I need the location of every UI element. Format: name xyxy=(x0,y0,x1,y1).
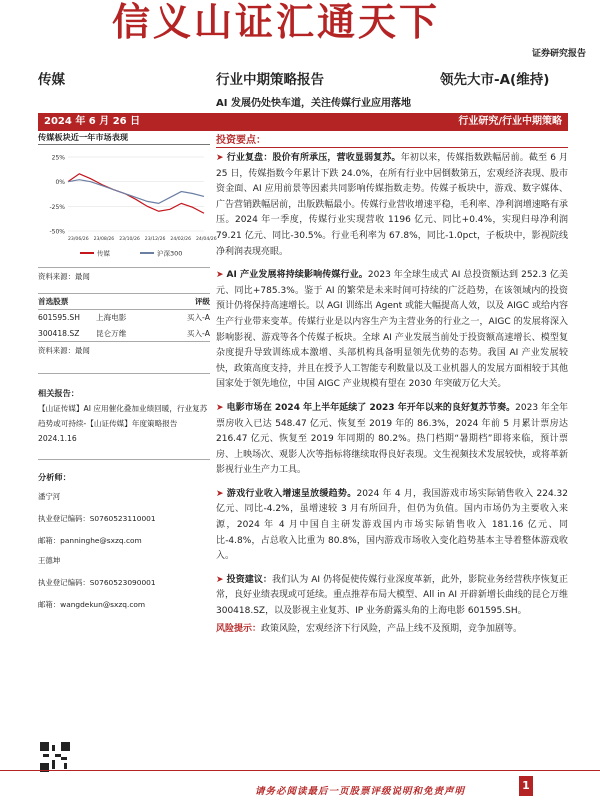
analysts-title: 分析师： xyxy=(38,472,71,482)
para-film-market: ➤ 电影市场在 2024 年上半年延续了 2023 年开年以来的良好复苏节奏。2023 年全年票房收入已达 548.47 亿元、恢复至 2019 年的 86.3%，2024 年前 5 月累计票房达 216.47 亿元、恢复至 2019 年同期的 80.2%。热门档期“暑期档”即将来临，预计票房、上映场次、观影人次等指标将继续取得良好表现。文生视频技术发展较快，或将革新影视行业生产力工具。 xyxy=(216,402,569,476)
related-title: 相关报告： xyxy=(38,388,79,398)
analyst-1 xyxy=(38,489,210,549)
x-tick-label: 24/02/26 xyxy=(170,237,192,242)
chart-source: 资料来源：最闻 xyxy=(38,272,90,281)
para-game-market: ➤ 游戏行业收入增速呈放缓趋势。2024 年 4 月，我国游戏市场实际销售收入 224.32 亿元、同比-4.2%，虽增速较 3 月有所回升，但仍为负值。国内市场仍为主要收入来源，2024 年 4 月中国自主研发游戏国内市场实际销售收入 181.16 亿元、同比-4.8%，占总收入比重为 80.8%，国内游戏市场收入变化趋势基本主导着整体游戏收入。 xyxy=(216,488,568,562)
report-type: 行业中期策略报告 xyxy=(216,72,324,88)
related-report: 【山证传媒】AI 应用催化叠加业绩回暖，行业复苏趋势或可持续-【山证传媒】年度策略报告 2024.1.16 xyxy=(38,404,208,443)
analyst-name: 王德坤 xyxy=(38,556,61,565)
analyst-name: 潘宁河 xyxy=(38,492,61,501)
date-bar xyxy=(38,113,568,131)
x-tick-label: 23/10/26 xyxy=(119,237,140,242)
y-tick-label: -25% xyxy=(49,203,65,211)
arrow-icon: ➤ xyxy=(216,153,224,163)
x-tick-label: 23/06/26 xyxy=(68,237,89,242)
report-tagline: 证券研究报告 xyxy=(531,49,586,59)
series-line-media xyxy=(68,174,204,213)
report-subtitle: AI 发展仍处快车道，关注传媒行业应用落地 xyxy=(216,98,411,109)
x-tick-label: 23/08/26 xyxy=(93,237,115,242)
performance-chart xyxy=(38,145,217,265)
qr-code-icon xyxy=(40,742,70,772)
arrow-icon: ➤ xyxy=(216,270,224,281)
x-tick-label: 24/04/26 xyxy=(196,237,217,242)
left-column xyxy=(38,132,217,613)
y-tick-label: 0% xyxy=(55,179,65,187)
para-industry-review: ➤ 行业复盘：股价有所承压，营收显弱复苏。年初以来，传媒指数跌幅居前。截至 6 月 25 日，传媒指数今年累计下跌 24.0%，在所有行业中居倒数第五，宏观经济表现、股市资金面、AI 应用前景等因素共同影响传媒指数走势。传媒子板块中，游戏、数字媒体、广告营销跌幅居前，出版跌幅最小。传媒行业营收增速平稳，毛利率、净利润增速略有承压。2024 年一季度，传媒行业实现营收 1196 亿元、同比+0.4%，实现归母净利润 79.21 亿元、同比-30.5%。行业毛利率为 67.8%，同比-1.0pct，子板块中，影视院线净利润表现亮眼。 xyxy=(216,153,568,257)
footer-divider xyxy=(0,770,600,771)
analyst-2 xyxy=(38,553,210,613)
report-category: 行业研究/行业中期策略 xyxy=(458,116,562,127)
sector-label: 传媒 xyxy=(38,72,65,88)
report-title-row xyxy=(38,68,568,90)
y-tick-label: -50% xyxy=(49,228,65,236)
x-tick-label: 23/12/26 xyxy=(144,237,166,242)
report-date: 2024 年 6 月 26 日 xyxy=(44,116,141,127)
legend-label: 沪深300 xyxy=(157,249,183,258)
rating-label: 领先大市-A(维持) xyxy=(440,72,550,88)
page-number: 1 xyxy=(519,776,533,796)
stock-source: 资料来源：最闻 xyxy=(38,346,90,355)
analyst-email: 邮箱：wangdekun@sxzq.com xyxy=(38,600,146,609)
analyst-license: 执业登记编码：S0760523110001 xyxy=(38,514,156,523)
investment-points xyxy=(216,133,568,637)
table-row: 601595.SH 上海电影 买入-A xyxy=(38,313,210,322)
analyst-license: 执业登记编码：S0760523090001 xyxy=(38,578,156,587)
arrow-icon: ➤ xyxy=(216,488,224,499)
company-logo: 信义山证汇通天下 xyxy=(112,0,441,44)
chart-title: 传媒板块近一年市场表现 xyxy=(38,132,210,145)
invest-title: 投资要点： xyxy=(216,133,568,148)
arrow-icon: ➤ xyxy=(216,574,224,585)
y-tick-label: 25% xyxy=(51,154,65,162)
analyst-email: 邮箱：panninghe@sxzq.com xyxy=(38,536,142,545)
legend-label: 传媒 xyxy=(97,249,110,258)
para-ai-industry: ➤ AI 产业发展将持续影响传媒行业。2023 年全球生成式 AI 总投资额达到 252.3 亿美元、同比+785.3%。鉴于 AI 的繁荣是未来时间可持续的广泛趋势，在该领域内的投资预计仍将保持高速增长。以 AGI 训练出 Agent 或能大幅提高人效，以及 AIGC 或给内容生产行业带来变革。传媒行业是以内容生产为主营业务的行业之一，AIGC 的发展将深入影响影视、游戏等各个传媒子板块。全球 AI 产业发展当前处于投资额高速增长、模型复杂度提升导致训练成本激增、头部机构具备明显领先优势的态势。我国 AI 产业发展较快，政策高度支持，并且在授予人工智能专利数量以及工业机器人的发展方面相较于其他国家处于领先地位，中国 AIGC 产业规模有望在 2030 年突破万亿大关。 xyxy=(216,270,568,390)
risk-warning: 风险提示：政策风险，宏观经济下行风险，产品上线不及预期，竞争加剧等。 xyxy=(216,623,523,634)
footer-disclaimer: 请务必阅读最后一页股票评级说明和免责声明 xyxy=(255,786,466,797)
para-investment-advice: ➤ 投资建议：我们认为 AI 仍将促使传媒行业深度革新，此外，影院业务经营秩序恢复正常，良好业绩表现或可延续。重点推荐布局大模型、All in AI 开辟新增长曲线的昆仑万维 300418.SZ，以及影视主业复苏、IP 业务蔚露头角的上海电影 601595.SH。 xyxy=(216,574,568,617)
stock-table-header: 首选股票 评级 xyxy=(38,294,210,310)
arrow-icon: ➤ xyxy=(216,402,224,413)
table-row: 300418.SZ 昆仑万维 买入-A xyxy=(38,326,210,342)
